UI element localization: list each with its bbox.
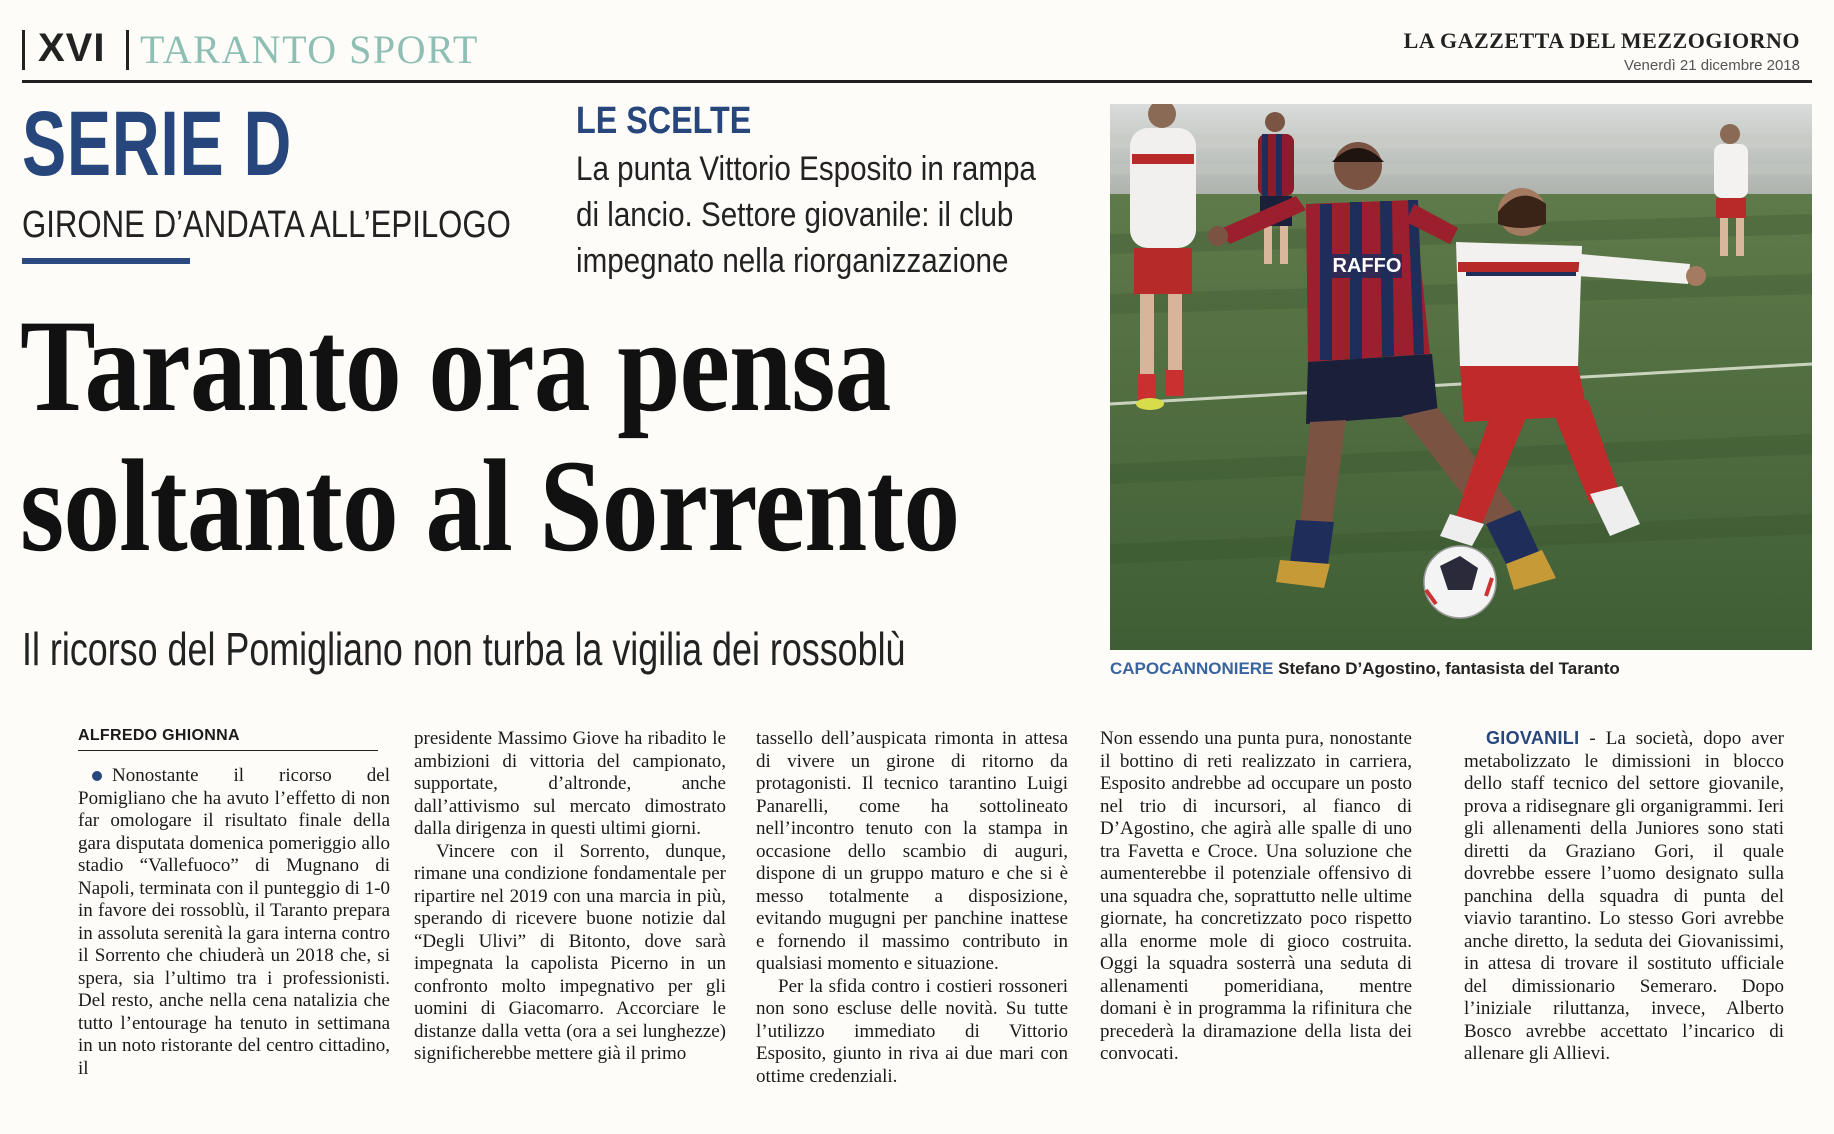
stadium-stands	[1110, 104, 1812, 194]
page-number: XVI	[38, 26, 106, 70]
newspaper-masthead: LA GAZZETTA DEL MEZZOGIORNO	[1403, 28, 1800, 53]
column-2-paragraph: presidente Massimo Giove ha ribadito le ambizioni di vittoria del campionato, supportate, d’altronde, anche dall’attivismo sul mercato dimostrato dalla dirigenza in questi ultimi giorni.	[414, 728, 726, 839]
page-header	[22, 18, 1812, 83]
caption-label: CAPOCANNONIERE	[1110, 659, 1274, 678]
match-photo	[1110, 104, 1812, 650]
column-3-paragraph: tassello dell’auspicata rimonta in attesa di vivere un girone di ritorno da protagonisti. Il tecnico tarantino Luigi Panarelli, come ha sottolineato nell’incontro tenuto con la stampa in occasione dello scambio di auguri, dispone di un gruppo maturo e che si è messo totalmente a disposizione, evitando mugugni per panchine inattese e fornendo il massimo contributo in qualsiasi momento e situazione.	[756, 728, 1068, 974]
kicker-subtitle: GIRONE D’ANDATA ALL’EPILOGO	[22, 204, 511, 246]
column-5-text: - La società, dopo aver metabolizzato le dimissioni in blocco dello staff tecnico del settore giovanile, prova a ridisegnare gli organigrammi. Ieri gli allenamenti della Juniores sono stati diretti da Graziano Gori, il quale dovrebbe essere l’uomo designato sulla panchina della squadra di punta del viavio tarantino. Lo stesso Gori avrebbe anche diretto, la seduta dei Giovanissimi, in attesa di trovare il sostituto ufficiale del dimissionario Semeraro. Dopo l’iniziale riluttanza, invece, Alberto Bosco avrebbe accettato l’incarico di allenare gli Allievi.	[1464, 728, 1784, 1064]
article-column-3	[756, 728, 1068, 1088]
bullet-icon	[92, 771, 102, 781]
caption-text: Stefano D’Agostino, fantasista del Taranto	[1278, 659, 1620, 678]
publication-date: Venerdì 21 dicembre 2018	[1624, 57, 1800, 74]
giovanili-label: GIOVANILI	[1486, 728, 1580, 748]
football-scene-illustration	[1110, 104, 1812, 650]
article-column-1	[78, 728, 390, 1080]
header-divider	[22, 30, 25, 70]
article-column-2	[414, 728, 726, 1066]
kicker-title: SERIE D	[22, 93, 293, 195]
headline-line-2: soltanto al Sorrento	[20, 432, 960, 579]
main-headline	[20, 292, 960, 579]
headline-line-1: Taranto ora pensa	[20, 292, 891, 439]
column-2-paragraph: Vincere con il Sorrento, dunque, rimane una condizione fondamentale per ripartire nel 2019 con una marcia in più, sperando di ricevere buone notizie dal “Degli Ulivi” di Bitonto, dove sarà impegnata la capolista Picerno in un confronto molto impegnativo per gli uomini di Giacomarro. Accorciare le distanze dalla vetta (ora a sei lunghezze) significherebbe mettere già il primo	[414, 840, 726, 1064]
header-divider	[126, 30, 129, 70]
author-byline: ALFREDO GHIONNA	[78, 728, 378, 751]
article-column-5	[1464, 728, 1784, 1066]
photo-caption	[1110, 660, 1620, 677]
football	[1424, 546, 1496, 618]
column-3-paragraph: Per la sfida contro i costieri rossoneri non sono escluse delle novità. Su tutte l’utilizzo immediato di Vittorio Esposito, giunto in riva ai due mari con ottime credenziali.	[756, 975, 1068, 1087]
subheadline: Il ricorso del Pomigliano non turba la vigilia dei rossoblù	[22, 623, 906, 675]
kicker-rule	[22, 258, 190, 264]
article-column-4	[1100, 728, 1412, 1066]
sidebar-text: La punta Vittorio Esposito in rampa di lancio. Settore giovanile: il club impegnato nella riorganizzazione	[576, 150, 1036, 280]
jersey-sponsor-text: RAFFO	[1332, 255, 1402, 277]
section-title: TARANTO SPORT	[140, 27, 479, 72]
column-4-text: Non essendo una punta pura, nonostante il bottino di reti realizzato in carriera, Esposito andrebbe ad occupare un posto nel trio di incursori, al fianco di D’Agostino, che agirà alle spalle di uno tra Favetta e Croce. Una soluzione che aumenterebbe il potenziale offensivo di una squadra che, soprattutto nelle ultime giornate, ha concretizzato poco rispetto alla enorme mole di gioco costruita. Oggi la squadra sosterrà una seduta di allenamenti pomeridiana, mentre domani è in programma la rifinitura che precederà la diramazione della lista dei convocati.	[1100, 728, 1412, 1064]
sidebar-label: LE SCELTE	[576, 100, 752, 142]
column-1-text: Nonostante il ricorso del Pomigliano che ha avuto l’effetto di non far omologare il risultato finale della gara disputata domenica pomeriggio allo stadio “Vallefuoco” di Mugnano di Napoli, terminata con il punteggio di 1-0 in favore dei rossoblù, il Taranto prepara in assoluta serenità la gara interna contro il Sorrento che chiuderà un 2018 che, si spera, sia l’ultimo tra i professionisti. Del resto, anche nella cena natalizia che tutto l’entourage ha tenuto in settimana in un noto ristorante del centro cittadino, il	[78, 765, 390, 1079]
